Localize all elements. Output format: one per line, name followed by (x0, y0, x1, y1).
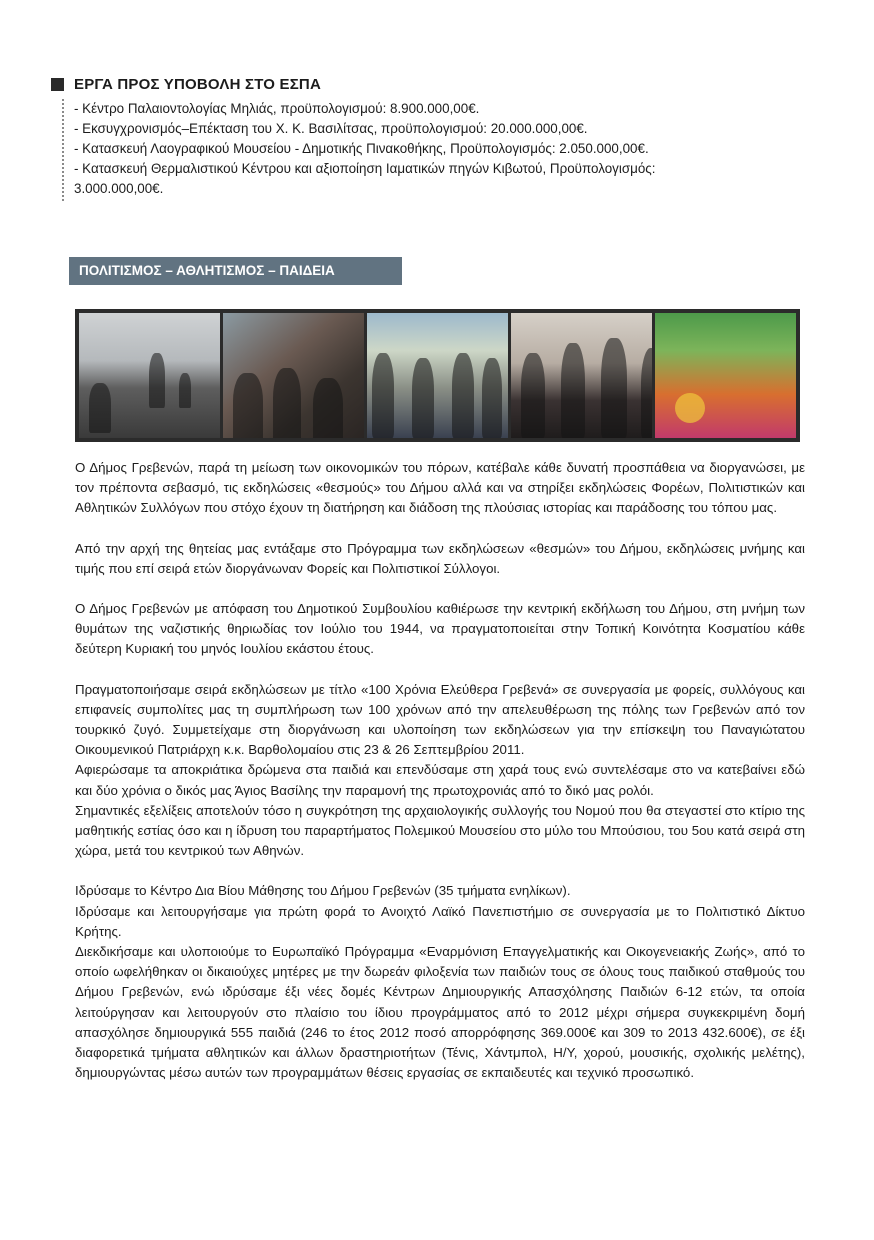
paragraph: Ιδρύσαμε και λειτουργήσαμε για πρώτη φορά το Ανοιχτό Λαϊκό Πανεπιστήμιο σε συνεργασία με το Πολιτιστικό Δίκτυο Κρήτης. (75, 903, 805, 939)
main-text (75, 458, 805, 1083)
espa-item: - Εκσυγχρονισμός–Επέκταση του Χ. Κ. Βασιλίτσας, προϋπολογισμού: 20.000.000,00€. (74, 121, 588, 136)
paragraph: Ο Δήμος Γρεβενών, παρά τη μείωση των οικονομικών του πόρων, κατέβαλε κάθε δυνατή προσπάθεια να διοργανώσει, με τον πρέποντα σεβασμό, τις εκδηλώσεις «θεσμούς» του Δήμου αλλά και να στηρίξει εκδηλώσεις Φορέων, Πολιτιστικών και Αθλητικών Συλλόγων που στόχο έχουν τη διατήρηση και διάδοση της πλούσιας ιστορίας και παράδοσης του τόπου μας. (75, 460, 805, 516)
espa-item: - Κατασκευή Θερμαλιστικού Κέντρου και αξιοποίηση Ιαματικών πηγών Κιβωτού, Προϋπολογισμός: (74, 161, 656, 176)
dotted-divider (62, 99, 64, 201)
section-espa-list (62, 99, 841, 199)
paragraph: Διεκδικήσαμε και υλοποιούμε το Ευρωπαϊκό Πρόγραμμα «Εναρμόνιση Επαγγελματικής και Οικογενειακής Ζωής», από το οποίο ωφελήθηκαν οι δικαιούχες μητέρες με την δωρεάν φιλοξενία των παιδιών τους σε όλους τους παιδικού σταθμούς του Δήμου Γρεβενών, ενώ ιδρύσαμε έξι νέες δομές Κέντρων Δημιουργικής Απασχόλησης Παιδιών 6-12 ετών, τα οποία λειτούργησαν και λειτουργούν στο πλαίσιο του ίδιου προγράμματος από το 2012 μέχρι σήμερα συγκεκριμένη δομή απασχόλησε δημιουργικά 555 παιδιά (246 το έτος 2012 ποσό απορρόφησης 369.000€ και 309 το 2013 432.600€), σε έξι διαφορετικά τμήματα αθλητικών και άλλων δραστηριοτήτων (Τένις, Χάντμπολ, Η/Υ, χορού, μουσικής, σχολικής μελέτης), δημιουργώντας μέσω αυτών των προγραμμάτων θέσεις εργασίας σε εκπαιδευτές και τεχνικό προσωπικό. (75, 944, 805, 1081)
section-espa-title: ΕΡΓΑ ΠΡΟΣ ΥΠΟΒΟΛΗ ΣΤΟ ΕΣΠΑ (74, 76, 322, 93)
section-espa-header (51, 76, 841, 93)
paragraph: Αφιερώσαμε τα αποκριάτικα δρώμενα στα παιδιά και επενδύσαμε στη χαρά τους ενώ συντελέσαμε στο να κατεβαίνει εδώ και δύο χρόνια ο δικός μας Άγιος Βασίλης την παραμονή της πρωτοχρονιάς από το δικό μας ρολόι. (75, 762, 805, 798)
photo-strip (75, 309, 800, 442)
photo-playroom (655, 313, 796, 438)
section-culture-title: ΠΟΛΙΤΙΣΜΟΣ – ΑΘΛΗΤΙΣΜΟΣ – ΠΑΙΔΕΙΑ (69, 257, 402, 285)
paragraph: Ιδρύσαμε το Κέντρο Δια Βίου Μάθησης του Δήμου Γρεβενών (35 τμήματα ενηλίκων). (75, 883, 571, 899)
photo-group-event (511, 313, 652, 438)
photo-athletes (367, 313, 508, 438)
square-bullet-icon (51, 78, 64, 91)
espa-item: - Κατασκευή Λαογραφικού Μουσείου - Δημοτικής Πινακοθήκης, Προϋπολογισμός: 2.050.000,00€. (74, 141, 649, 156)
paragraph: Σημαντικές εξελίξεις αποτελούν τόσο η συγκρότηση της αρχαιολογικής συλλογής του Νομού που θα στεγαστεί στο κτίριο της μαθητικής εστίας όσο και η ίδρυση του παραρτήματος Πολεμικού Μουσείου στο μύλο του Μπούσιου, του 5ου κατά σειρά στη χώρα, μετά του κεντρικού των Αθηνών. (75, 802, 805, 859)
paragraph: Ο Δήμος Γρεβενών με απόφαση του Δημοτικού Συμβουλίου καθιέρωσε την κεντρική εκδήλωση του Δήμου, στη μνήμη των θυμάτων της ναζιστικής θηριωδίας τον Ιούλιο του 1944, να πραγματοποιείται στην Τοπική Κοινότητα Κοσματίου κάθε δεύτερη Κυριακή του μηνός Ιουλίου εκάστου έτους. (75, 601, 805, 657)
photo-crowd (223, 313, 364, 438)
paragraph: Από την αρχή της θητείας μας εντάξαμε στο Πρόγραμμα των εκδηλώσεων «θεσμών» του Δήμου, εκδηλώσεις μνήμης και τιμής που επί σειρά ετών διοργάνωναν Φορείς και Πολιτιστικοί Σύλλογοι. (75, 540, 805, 576)
photo-traditional-dance (79, 313, 220, 438)
espa-item: - Κέντρο Παλαιοντολογίας Μηλιάς, προϋπολογισμού: 8.900.000,00€. (74, 101, 480, 116)
espa-item: 3.000.000,00€. (74, 181, 164, 196)
section-espa (51, 76, 841, 199)
paragraph: Πραγματοποιήσαμε σειρά εκδηλώσεων με τίτλο «100 Χρόνια Ελεύθερα Γρεβενά» σε συνεργασία με φορείς, συλλόγους και επιφανείς συμπολίτες μας τη συμπλήρωση των 100 χρόνων από την απελευθέρωση της πόλης των Γρεβενών από τον τουρκικό ζυγό. Συμμετείχαμε στη διοργάνωση και υλοποίηση των εκδηλώσεων για την επίσκεψη του Παναγιώτατου Οικουμενικού Πατριάρχη κ.κ. Βαρθολομαίου στις 23 & 26 Σεπτεμβρίου 2011. (75, 681, 805, 758)
